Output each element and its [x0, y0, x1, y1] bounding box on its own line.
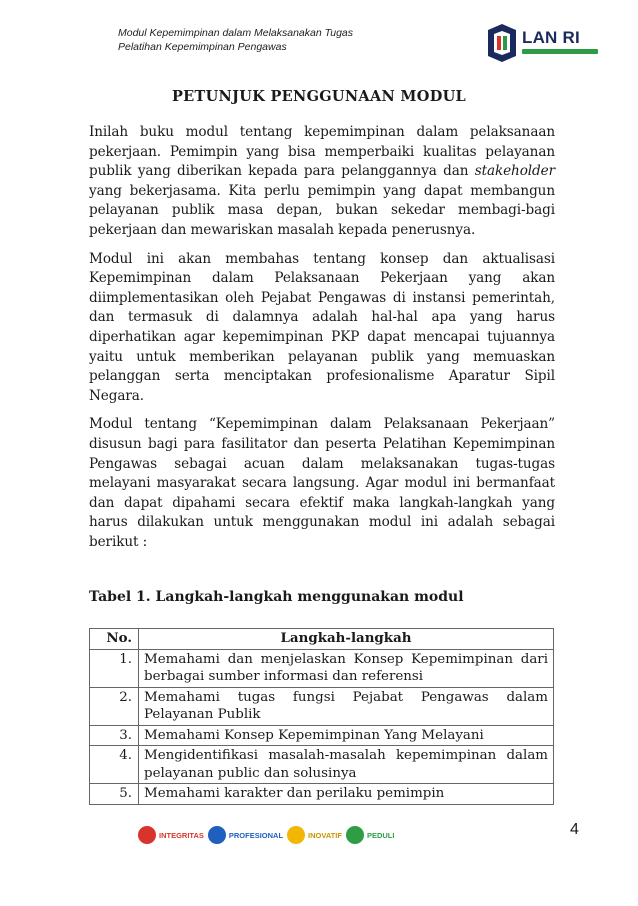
paragraph-3: Modul tentang “Kepemimpinan dalam Pelaksanaan Pekerjaan” disusun bagi para fasilitator dan peserta Pelatihan Kepemimpinan Pengawas sebagai acuan dalam melaksanakan tugas-tugas melayani masyarakat secara langsung. Agar modul ini bermanfaat dan dapat dipahami secara efektif maka langkah-langkah yang harus dilakukan untuk menggunakan modul ini adalah sebagai berikut : [89, 416, 555, 550]
value-peduli [346, 826, 395, 844]
paragraph-2: Modul ini akan membahas tentang konsep dan aktualisasi Kepemimpinan dalam Pelaksanaan Pekerjaan yang akan diimplementasikan oleh Pejabat Pengawas di instansi pemerintah, dan termasuk di dalamnya adalah hal-hal apa yang harus diperhatikan agar kepemimpinan PKP dapat mencapai tujuannya yaitu untuk memberikan pelayanan publik yang memuaskan pelanggan serta menciptakan profesionalisme Aparatur Sipil Negara. [89, 250, 555, 404]
lightbulb-icon [287, 826, 305, 844]
page-number: 4 [570, 821, 579, 838]
table-row [90, 687, 554, 725]
value-profesional [208, 826, 283, 844]
row-text: Memahami dan menjelaskan Konsep Kepemimpinan dari berbagai sumber informasi dan referensi [139, 649, 554, 687]
body-text [89, 123, 555, 561]
running-header [118, 26, 353, 54]
row-text: Memahami karakter dan perilaku pemimpin [139, 784, 554, 805]
table-row [90, 784, 554, 805]
header-line-2: Pelatihan Kepemimpinan Pengawas [118, 41, 287, 53]
peduli-icon [346, 826, 364, 844]
row-number: 4. [90, 746, 139, 784]
header-steps: Langkah-langkah [139, 629, 554, 650]
row-number: 3. [90, 725, 139, 746]
logo-tagline-bar [522, 49, 598, 54]
value-label: PROFESIONAL [228, 830, 284, 840]
logo-text: LAN RI [522, 28, 580, 47]
value-label: PEDULI [366, 830, 395, 840]
table-caption: Tabel 1. Langkah-langkah menggunakan modul [89, 589, 464, 605]
header-no: No. [90, 629, 139, 650]
row-number: 1. [90, 649, 139, 687]
lan-ri-logo-mark-icon [486, 22, 520, 62]
integritas-icon [138, 826, 156, 844]
row-text: Memahami tugas fungsi Pejabat Pengawas dalam Pelayanan Publik [139, 687, 554, 725]
table-header-row [90, 629, 554, 650]
page-title: PETUNJUK PENGGUNAAN MODUL [171, 88, 467, 105]
row-number: 2. [90, 687, 139, 725]
row-text: Mengidentifikasi masalah-masalah kepemimpinan dalam pelayanan public dan solusinya [139, 746, 554, 784]
paragraph-1 [89, 123, 555, 241]
value-inovatif [287, 826, 342, 844]
value-integritas [138, 826, 204, 844]
table-row [90, 725, 554, 746]
table-row [90, 746, 554, 784]
paragraph-1-part-a: Inilah buku modul tentang kepemimpinan dalam pelaksanaan pekerjaan. Pemimpin yang bisa memperbaiki kualitas pelayanan publik yang diberikan kepada para pelanggannya dan [89, 124, 555, 180]
table-row [90, 649, 554, 687]
profesional-icon [208, 826, 226, 844]
header-line-1: Modul Kepemimpinan dalam Melaksanakan Tugas [118, 27, 354, 39]
steps-table [89, 628, 554, 805]
paragraph-1-part-b: yang bekerjasama. Kita perlu pemimpin yang dapat membangun pelayanan publik masa depan, bukan sekedar membagi-bagi pekerjaan dan mewariskan masalah kepada penerusnya. [89, 182, 555, 238]
lan-ri-logo [486, 22, 606, 66]
row-number: 5. [90, 784, 139, 805]
row-text: Memahami Konsep Kepemimpinan Yang Melayani [139, 725, 554, 746]
core-values-banner [138, 823, 398, 847]
value-label: INTEGRITAS [159, 830, 204, 840]
paragraph-1-emphasis: stakeholder [474, 163, 555, 180]
value-label: INOVATIF [308, 830, 342, 840]
